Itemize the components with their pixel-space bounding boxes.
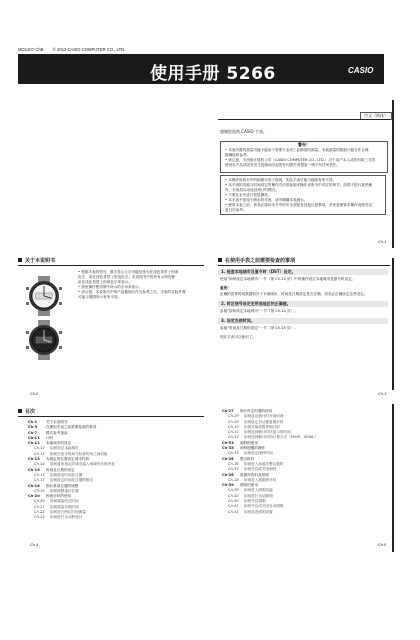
toc-page-ref: Ch-33 xyxy=(222,440,234,445)
section-marker-icon xyxy=(18,258,22,262)
page-edge-bar xyxy=(392,404,394,552)
toc-page-ref: Ch-30 xyxy=(228,424,239,429)
important-body: 正确的世界时间数据取决于本地城市、时间及日期设定是否正确。请务必正确设定这些设定。 xyxy=(220,292,368,296)
toc-left-column xyxy=(28,420,115,521)
model-code: MO1207-ChB xyxy=(18,47,44,52)
toc-page-ref: Ch-36 xyxy=(228,461,239,466)
copyright-text: © 2012 CASIO COMPUTER CO., LTD. xyxy=(52,47,126,52)
toc-page-ref: Ch-27 xyxy=(222,409,234,413)
toc-entry-text: 如何进行自动照明 xyxy=(244,493,273,498)
toc-page-ref: Ch-20 xyxy=(34,499,45,504)
section-marker-icon xyxy=(18,409,22,413)
toc-page-ref: Ch-12 xyxy=(28,441,40,446)
warning-box xyxy=(220,141,388,173)
toc-page-ref: Ch-31 xyxy=(228,430,239,435)
step-3-body: 参阅“时间及日期的设定”一节（第 Ch-15 页）。 xyxy=(220,326,298,330)
brand-logo: CASIO xyxy=(348,66,374,75)
warning-title: 警告！ xyxy=(298,142,310,147)
toc-entry xyxy=(28,515,115,520)
toc-entry-text: 计时 xyxy=(46,435,54,440)
notes-box xyxy=(220,175,386,215)
toc-page-ref: Ch-35 xyxy=(222,446,234,451)
section-marker-icon xyxy=(218,258,222,262)
important-head: 重要！ xyxy=(220,286,231,290)
toc-page-ref: Ch-3 xyxy=(28,425,38,430)
note-line: • 本手表不是用于潜水的手表，请勿佩戴本表潜水。 xyxy=(225,198,308,202)
toc-entry-text: 闹钟提醒的操作 xyxy=(240,446,266,451)
toc-entry-text: 时间及日期的设定 xyxy=(46,467,75,472)
toc-page-ref: Ch-15 xyxy=(34,472,45,477)
toc-entry-text: 在使用手表之前需要检查的事项 xyxy=(46,425,97,430)
step-2-head: 2. 时区信号设定至所选地区的正确值。 xyxy=(218,301,388,307)
toc-page-ref: Ch-29 xyxy=(228,414,239,419)
toc-page-ref: Ch-15 xyxy=(28,467,40,472)
warning-line: • 请注意，卡西欧计算机公司（CASIO COMPUTER CO., LTD.）对于用户本人或任何第三方因 xyxy=(225,158,376,162)
note-line: 备日后参考。 xyxy=(225,208,247,212)
toc-entry-text: 如何设定闹钟时间 xyxy=(244,451,273,456)
toc-entry-text: 闹钟的使用 xyxy=(240,440,258,445)
section-title-text: 关于本说明书 xyxy=(25,258,56,264)
divider xyxy=(218,119,390,120)
toc-entry-text: 如何检查照明设置 xyxy=(244,509,273,514)
toc-entry-text: 如何开启或关闭自动照明 xyxy=(244,504,284,509)
toc-entry-text: 如何测量经过时间 xyxy=(50,499,79,504)
toc-entry xyxy=(222,510,318,515)
toc-page-ref: Ch-41 xyxy=(228,504,239,509)
toc-entry-text: 如何设定倒计时开始时间 xyxy=(244,414,284,419)
toc-entry-text: 如何设定自动重复倒计时 xyxy=(244,419,284,424)
warning-line: • 本表内置的测量功能不能用于需要专业或工业精度的测量。本表测量的数值只能当作合理 xyxy=(225,148,369,152)
toc-entry-text: 如何进入照明功能 xyxy=(244,488,273,493)
page-edge-bar xyxy=(392,258,394,390)
watch-illustration xyxy=(22,320,66,360)
toc-page-ref: Ch-40 xyxy=(228,493,239,498)
toc-page-ref: Ch-35 xyxy=(228,451,239,456)
toc-entry-text: 如何开始或暂停倒计时 xyxy=(244,424,280,429)
toc-entry-text: 如何进入和退出整点报时 xyxy=(244,461,284,466)
section-title-about xyxy=(18,257,55,264)
toc-entry-text: 如何进入数据库计时 xyxy=(244,477,277,482)
toc-page-ref: Ch-13 xyxy=(34,451,45,456)
page-number: Ch-4 xyxy=(30,543,39,547)
toc-title-text: 目次 xyxy=(25,409,36,415)
toc-page-ref: Ch-17 xyxy=(34,478,45,483)
about-line: • 按钮操作使用图中所示的字母来表示。 xyxy=(78,285,143,289)
about-line: 可能与插图所示有所不同。 xyxy=(78,295,122,299)
toc-entry-text: 如何调整指针位置 xyxy=(50,488,79,493)
note-line: • 本操作说明书中的插图仅用于说明，实际手表可能与插图有所不同。 xyxy=(225,178,337,182)
toc-entry-text: 如何在夏令时间与标准时间之间切换 xyxy=(50,451,108,456)
page-number: Ch-3 xyxy=(378,392,387,396)
toc-entry-text: 如何进行自动秒表计 xyxy=(50,515,83,520)
toc-title xyxy=(18,408,35,415)
toc-entry-text: 数据库资料及照明 xyxy=(240,472,269,477)
note-line: • 使用本表之前，请务必阅读本书中的安全须知及其他注意事项，并妥善保管本操作说明书以 xyxy=(225,203,373,207)
note-line: • 本手表的功能与时间设定等操作方法请参阅本操作说明书中对应的章节。如果不进行某些操 xyxy=(225,183,373,187)
toc-page-ref: Ch-12 xyxy=(34,446,45,451)
toc-page-ref: Ch-41 xyxy=(228,509,239,514)
toc-entry-text: 如何测量分段时间 xyxy=(50,504,79,509)
toc-entry-text: 如何开启照明 xyxy=(244,499,266,504)
step-1-body: 使用“如何设定本地城市”一节（第 Ch-12 页）中的操作设定本地城市及夏令时设定。 xyxy=(220,277,356,281)
toc-entry-text: 如何开启或关闭闹钟 xyxy=(244,467,277,472)
toc-entry-text: 整点报时 xyxy=(240,456,255,461)
page-number: Ch-5 xyxy=(378,543,387,547)
divider xyxy=(218,265,390,266)
greeting-text: 感谢您选购 CASIO 手表。 xyxy=(220,129,267,134)
toc-page-ref: Ch-7 xyxy=(28,430,38,435)
step-1-head: 1. 检查本地城市及夏令时（DST）设定。 xyxy=(218,269,388,275)
toc-page-ref: Ch-22 xyxy=(34,510,45,515)
note-line: • 不要在水中进行按钮操作。 xyxy=(225,193,272,197)
toc-entry-text: 如何设定时间及日期的格式 xyxy=(50,478,94,483)
toc-page-ref: Ch-14 xyxy=(34,462,45,467)
toc-page-ref: Ch-40 xyxy=(228,499,239,504)
toc-entry-text: 如何选择倒计时的计算方式（FAUR、ISHAL） xyxy=(244,435,318,440)
note-line: 作，手表将自动返回到计时模式。 xyxy=(225,188,279,192)
header-meta xyxy=(18,47,133,52)
toc-page-ref: Ch-25 xyxy=(34,515,45,520)
toc-page-ref: Ch-37 xyxy=(228,467,239,472)
toc-page-ref: Ch-36 xyxy=(222,456,234,461)
toc-page-ref: Ch-18 xyxy=(28,483,40,488)
toc-page-ref: Ch-39 xyxy=(228,488,239,493)
page-number: Ch-2 xyxy=(30,392,39,396)
toc-entry-text: 秒表计时的使用 xyxy=(46,494,72,499)
toc-right-column xyxy=(222,409,318,515)
toc-entry-text: 本地城市的设定 xyxy=(46,441,72,446)
page-edge-bar xyxy=(392,100,394,248)
page-number: Ch-1 xyxy=(378,240,387,244)
toc-entry-text: 如何选择倒计时所显示的时间 xyxy=(244,430,291,435)
about-line: 用在浅色背景上的深色字来表示。 xyxy=(78,280,132,284)
toc-entry-text: 如何将所指定的城市编入到城市代码列表 xyxy=(50,462,115,467)
toc-page-ref: Ch-32 xyxy=(228,435,239,440)
about-line: 色字，或在深色背景上的浅色字。本说明书中的所有示例均使 xyxy=(78,275,176,279)
toc-page-ref: Ch-39 xyxy=(222,483,234,488)
warning-line: 精确值的参考。 xyxy=(225,153,251,157)
toc-page-ref: Ch-29 xyxy=(228,419,239,424)
toc-page-ref: Ch-19 xyxy=(34,488,45,493)
about-line: • 请注意，本说明书中的产品插图仅作为参考之用，手表的实际外观 xyxy=(78,290,186,294)
ready-text: 现在手表可以使用了。 xyxy=(220,335,256,339)
manual-title: 使用手册 5266 xyxy=(150,64,276,84)
toc-page-ref: Ch-14 xyxy=(28,457,40,462)
about-line: • 根据手表的型号，数字显示文字可能呈现为在浅色背景上的深 xyxy=(78,270,179,274)
section-title-before-use xyxy=(218,257,295,264)
check-steps xyxy=(218,269,388,340)
toc-entry-text: 模式参考指南 xyxy=(46,430,68,435)
watch-illustration xyxy=(22,276,66,316)
toc-entry-text: 关于本说明书 xyxy=(46,420,68,424)
toc-page-ref: Ch-1 xyxy=(28,420,38,424)
about-bullets xyxy=(78,270,185,300)
language-tab: 中文（简体） xyxy=(360,112,392,120)
warning-line: 使用本产品或因其发生故障而引起的任何损失或损害一律不负任何责任。 xyxy=(225,163,340,167)
toc-entry-text: 为指定的位置设定城市代码 xyxy=(46,457,90,462)
step-2-body: 参阅“如何设定本地城市”一节（第 Ch-14 页）。 xyxy=(220,309,298,313)
toc-page-ref: Ch-38 xyxy=(222,472,234,477)
toc-page-ref: Ch-20 xyxy=(28,494,40,499)
toc-entry-text: 照明的使用 xyxy=(240,483,258,488)
toc-entry-text: 倒计时定时器的使用 xyxy=(240,409,273,413)
section-title-text: 在使用手表之前需要检查的事项 xyxy=(225,258,296,264)
toc-entry-text: 指针基准位置的调整 xyxy=(46,483,79,488)
toc-page-ref: Ch-38 xyxy=(228,477,239,482)
divider xyxy=(18,265,204,266)
toc-page-ref: Ch-21 xyxy=(34,504,45,509)
divider xyxy=(18,416,204,417)
step-3-head: 3. 设定当前时间。 xyxy=(218,318,388,324)
toc-entry-text: 如何设定本地城市 xyxy=(50,446,79,451)
toc-entry-text: 如何改变时间及日期 xyxy=(50,472,83,477)
toc-page-ref: Ch-11 xyxy=(28,435,40,440)
toc-entry-text: 如何进行两位时间测量 xyxy=(50,510,86,515)
